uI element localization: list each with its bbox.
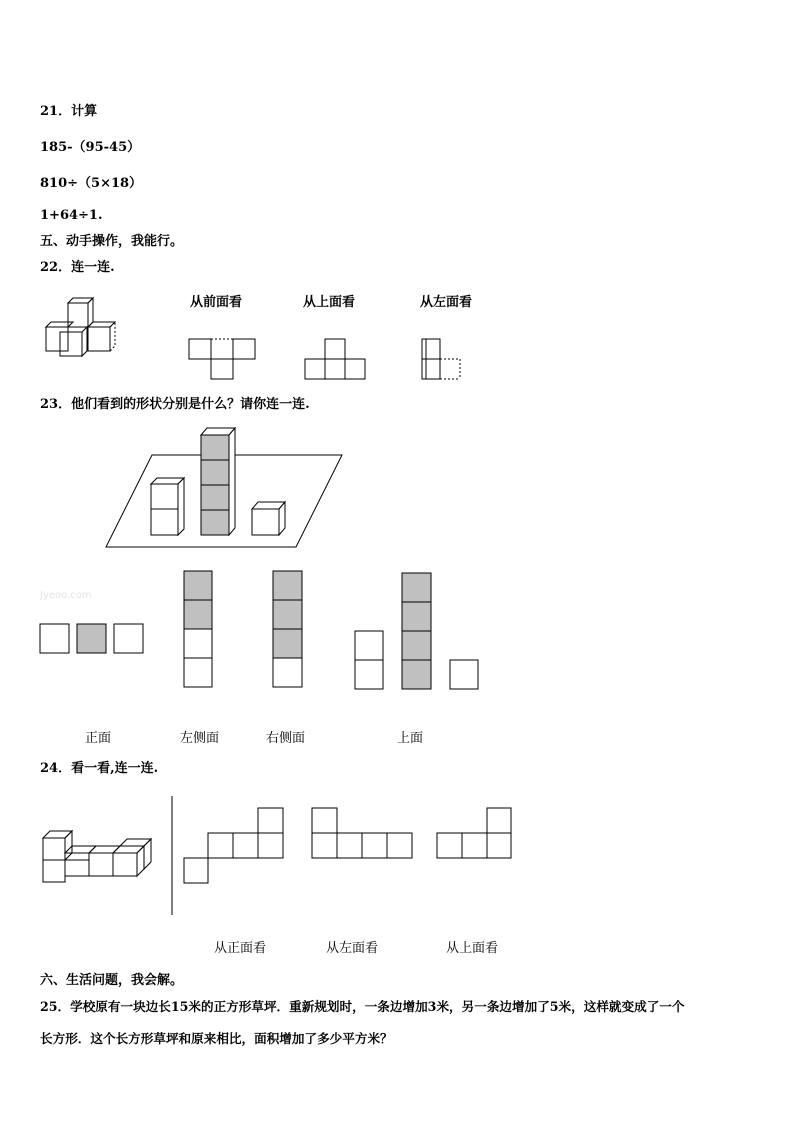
q23-option-row <box>40 624 143 653</box>
q23-title: 23．他们看到的形状分别是什么？请你连一连. <box>40 397 310 412</box>
q23-option-tall-2 <box>273 571 302 687</box>
q24-cube-figure <box>43 831 151 882</box>
q22-view-front-label: 从前面看 <box>190 295 243 310</box>
q23-label-left-side: 左侧面 <box>180 731 220 746</box>
q21-expr-3: 1+64÷1. <box>40 208 103 223</box>
q23-scene <box>106 428 342 547</box>
q22-top-view-shape <box>305 339 365 379</box>
q22-view-left-label: 从左面看 <box>420 295 473 310</box>
q24-option-2 <box>312 808 412 858</box>
section5-title: 五、动手操作，我能行。 <box>40 234 184 249</box>
q24-option-1 <box>184 808 283 883</box>
q24-title: 24．看一看,连一连. <box>40 761 159 776</box>
q24-option-3 <box>437 808 511 858</box>
q23-label-right-side: 右侧面 <box>266 731 306 746</box>
q25-text-line2: 长方形．这个长方形草坪和原来相比，面积增加了多少平方米？ <box>40 1031 393 1046</box>
watermark: Jyeoo.com <box>40 590 92 601</box>
q24-label-front: 从正面看 <box>214 941 267 956</box>
q21-title: 21．计算 <box>40 104 98 119</box>
q22-title: 22．连一连. <box>40 260 115 275</box>
q22-left-view-shape <box>422 339 460 379</box>
q21-expr-1: 185-（95-45） <box>40 140 141 155</box>
q21-expr-2: 810÷（5×18） <box>40 176 143 191</box>
section6-title: 六、生活问题，我会解。 <box>40 973 184 988</box>
q23-label-top: 上面 <box>397 731 424 746</box>
q23-option-mixed <box>355 573 478 689</box>
q25-text-line1: 25．学校原有一块边长15米的正方形草坪．重新规划时，一条边增加3米，另一条边增加了5米，这样就变成了一个 <box>40 999 685 1014</box>
q24-label-left: 从左面看 <box>326 941 379 956</box>
q22-view-top-label: 从上面看 <box>303 295 356 310</box>
q23-label-front: 正面 <box>85 731 112 746</box>
q22-cube-figure <box>46 298 115 356</box>
q22-front-view-shape <box>189 339 255 379</box>
q24-label-top: 从上面看 <box>446 941 499 956</box>
q23-option-tall-1 <box>184 571 212 687</box>
